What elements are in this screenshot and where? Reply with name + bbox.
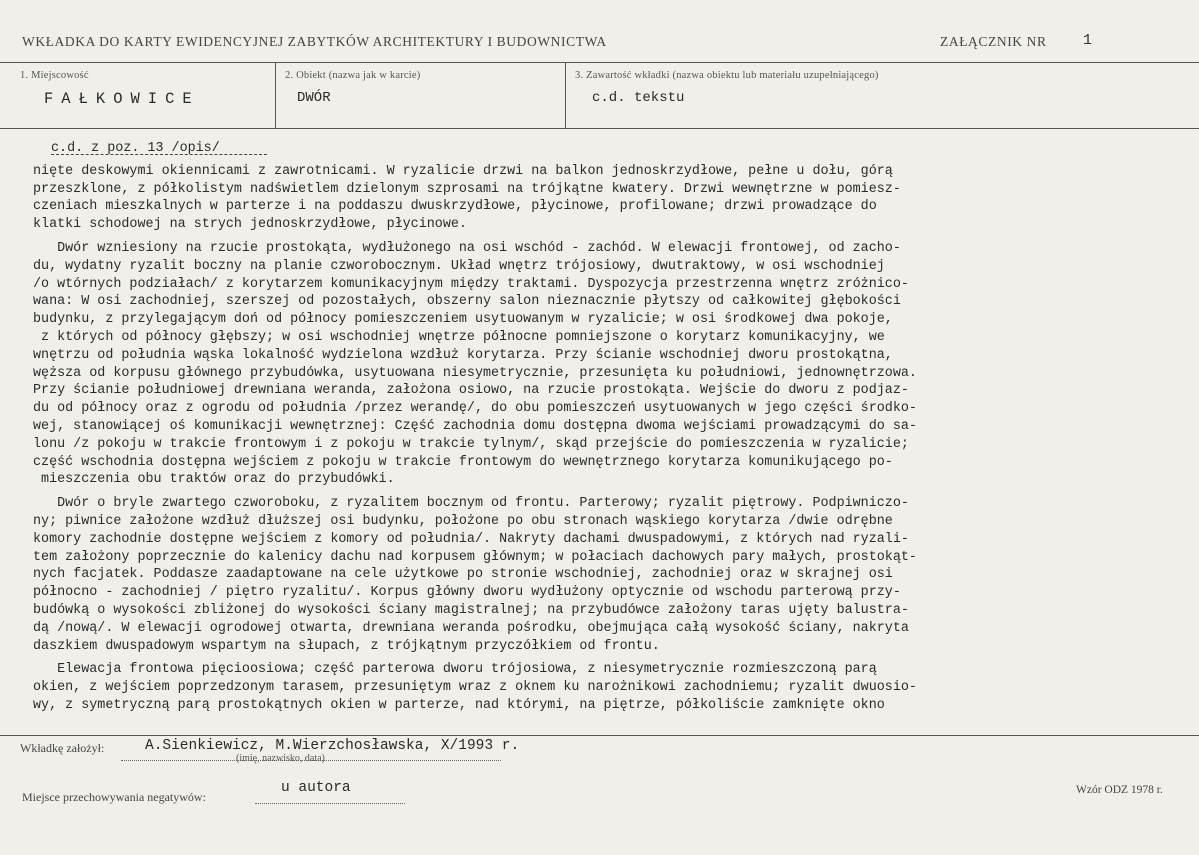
text-line: budówką o wysokości zbliżonej do wysokości ściany magistralnej; na przybudówce założony taras ujęty balustra-	[33, 602, 909, 618]
text-line: Przy ścianie południowej drewniana weranda, założona osiowo, na rzucie prostokąta. Wejście do dworu z podjaz-	[33, 383, 909, 399]
object-value: DWÓR	[297, 90, 331, 106]
text-line: Elewacja frontowa pięcioosiowa; część parterowa dworu trójosiowa, z niesymetrycznie rozmieszczoną parą	[33, 662, 877, 678]
text-line: czeniach mieszkalnych w parterze i na poddaszu dwuskrzydłowe, płycinowe, profilowane; drzwi prowadzące do	[33, 199, 877, 215]
field-divider-1	[275, 62, 276, 128]
text-line: daszkiem dwuspadowym wspartym na słupach, z trójkątnym przyczółkiem od frontu.	[33, 638, 660, 654]
text-line: du od północy oraz z ogrodu od południa /przez werandę/, do obu pomieszczeń usytuowanych w jego części środko-	[33, 401, 917, 417]
content-label: 3. Zawartość wkładki (nazwa obiektu lub materiału uzupełniającego)	[575, 70, 879, 81]
text-line: wej, stanowiącej oś komunikacji wewnętrznej: Część zachodnia domu dostępna dwoma wejściami prowadzącymi do sa-	[33, 418, 917, 434]
place-label: 1. Miejscowość	[20, 70, 89, 81]
text-line: przeszklone, z półkolistym nadświetlem dzielonym szprosami na trójkątne kwatery. Drzwi wewnętrzne w pomiesz-	[33, 181, 901, 197]
negatives-dotted-line	[255, 803, 405, 804]
text-line: nięte deskowymi okiennicami z zawrotnicami. W ryzalicie drzwi na balkon jednoskrzydłowe, pełne u dołu, górą	[33, 163, 893, 179]
text-line: komory zachodnie dostępne wejściem z komory od południa/. Nakryty dachami dwuspadowymi, z których nad ryzali-	[33, 531, 909, 547]
field-divider-2	[565, 62, 566, 128]
header-divider	[0, 62, 1199, 63]
text-line: nych facjatek. Poddasze zaadaptowane na cele użytkowe po stronie wschodniej, zachodniej oraz w skrajnej osi	[33, 567, 893, 583]
form-title: WKŁADKA DO KARTY EWIDENCYJNEJ ZABYTKÓW ARCHITEKTURY I BUDOWNICTWA	[22, 34, 607, 49]
negatives-label: Miejsce przechowywania negatywów:	[22, 790, 206, 804]
author-hint: (imię, nazwisko, data)	[236, 753, 325, 764]
text-line: lonu /z pokoju w trakcie frontowym i z pokoju w trakcie tylnym/, skąd przejście do pomieszczenia w ryzalicie;	[33, 436, 909, 452]
annex-label: ZAŁĄCZNIK NR	[940, 34, 1047, 49]
reference-underline	[51, 154, 267, 155]
body-divider	[0, 735, 1199, 736]
text-line: tem założony poprzecznie do kalenicy dachu nad korpusem głównym; w połaciach dachowych pary małych, prostokąt-	[33, 549, 917, 565]
text-line: północno - zachodniej / piętro ryzalitu/. Korpus główny dworu wydłużony optycznie od wschodu parterową przy-	[33, 585, 901, 601]
text-line: Dwór wzniesiony na rzucie prostokąta, wydłużonego na osi wschód - zachód. W elewacji frontowej, od zacho-	[33, 240, 901, 256]
text-line: węższa od korpusu głównego przybudówka, usytuowana niesymetrycznie, przesunięta ku południowi, jednownętrzowa.	[33, 365, 917, 381]
text-line: dą /nową/. W elewacji ogrodowej otwarta, drewniana weranda pośrodku, obejmująca całą wysokość ściany, nakryta	[33, 620, 909, 636]
form-code: Wzór ODZ 1978 r.	[1076, 784, 1163, 796]
fields-divider	[0, 128, 1199, 129]
text-line: ny; piwnice założone wzdłuż dłuższej osi budynku, położone po obu stronach wąskiego korytarza /dwie odrębne	[33, 513, 893, 529]
text-line: okien, z wejściem poprzedzonym tarasem, przesuniętym wraz z oknem ku narożnikowi zachodniemu; ryzalit dwuosio-	[33, 680, 917, 696]
text-line: wana: W osi zachodniej, szerszej od pozostałych, obszerny salon nieznacznie płytszy od całkowitej głębokości	[33, 294, 901, 310]
description-lines	[33, 163, 1173, 715]
author-label: Wkładkę założył:	[20, 741, 105, 755]
text-line: du, wydatny ryzalit boczny na planie czworobocznym. Układ wnętrz trójosiowy, dwutraktowy, w osi wschodniej	[33, 258, 885, 274]
text-line: wnętrzu od południa wąska lokalność wydzielona wzdłuż korytarza. Przy ścianie wschodniej dworu prostokątna,	[33, 347, 893, 363]
object-label: 2. Obiekt (nazwa jak w karcie)	[285, 70, 421, 81]
text-line: Dwór o bryle zwartego czworoboku, z ryzalitem bocznym od frontu. Parterowy; ryzalit piętrowy. Podpiwniczo-	[33, 496, 909, 512]
negatives-value: u autora	[281, 780, 351, 796]
text-line: część wschodnia dostępna wejściem z pokoju w trakcie frontowym do wewnętrznego korytarza komunikującego po-	[33, 454, 893, 470]
place-value: FAŁKOWICE	[44, 90, 200, 108]
reference-heading: c.d. z poz. 13 /opis/	[51, 141, 220, 156]
content-value: c.d. tekstu	[592, 90, 685, 106]
description-text	[33, 140, 1173, 715]
annex-number: 1	[1083, 32, 1093, 49]
text-line: wy, z symetryczną parą prostokątnych okien w parterze, nad którymi, na piętrze, półkoliście zamknięte okno	[33, 697, 885, 713]
text-line: klatki schodowej na strych jednoskrzydłowe, płycinowe.	[33, 217, 467, 233]
text-line: budynku, z przylegającym doń od północy pomieszczeniem usytuowanym w ryzalicie; w osi środkowej dwa pokoje,	[33, 312, 893, 328]
text-line: mieszczenia obu traktów oraz do przybudówki.	[33, 472, 395, 488]
author-value: A.Sienkiewicz, M.Wierzchosławska, X/1993 r.	[145, 738, 520, 754]
text-line: /o wtórnych podziałach/ z korytarzem komunikacyjnym między traktami. Dyspozycja przestrzenna wnętrz zróżnico-	[33, 276, 909, 292]
text-line: z których od północy głębszy; w osi wschodniej wnętrze północne pomniejszone o korytarz komunikacyjny, we	[33, 329, 885, 345]
